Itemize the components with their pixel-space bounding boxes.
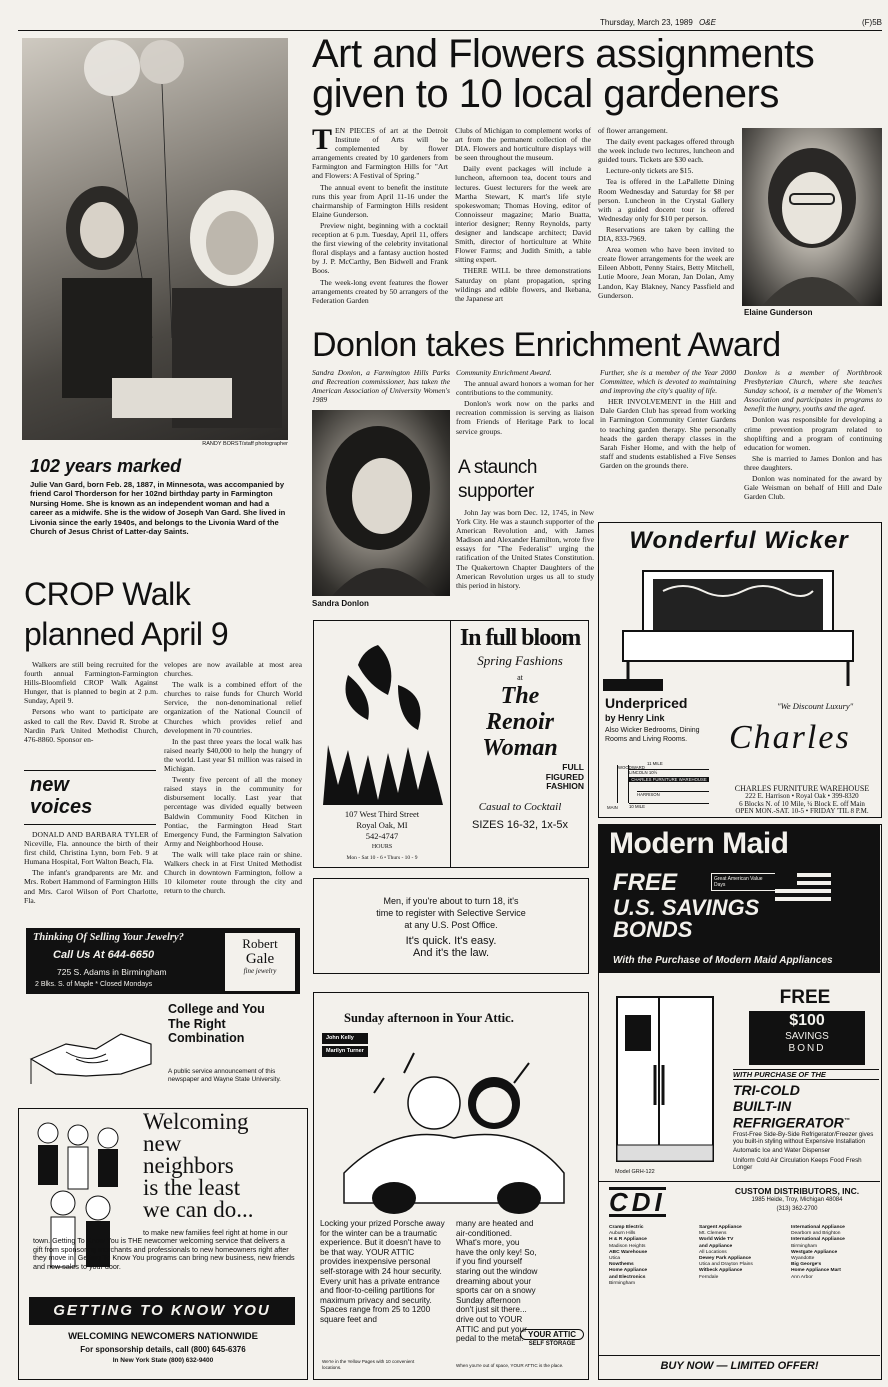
renoir-fff: FULL FIGURED FASHION: [545, 762, 584, 791]
main-headline-line1: Art and Flowers assignments: [312, 32, 815, 76]
donlon-col2: Community Enrichment Award. The annual award honors a woman for her contributions to the community. Donlon's work now on the parks and recreation commission is serving as liaison from Friends of Heritage Park to local service groups.: [456, 368, 594, 436]
rg-call: Call Us At 644-6650: [53, 949, 155, 961]
photo-credit: RANDY BORST/staff photographer: [202, 441, 288, 447]
mm-tri: TRI-COLD BUILT-IN REFRIGERATOR™: [733, 1082, 850, 1131]
selective-service-psa: Men, if you're about to turn 18, it's time to register with Selective Service at any U.S. Post Office. It's quick. It's easy. And it's the law.: [313, 878, 589, 974]
main-story-col2: Clubs of Michigan to complement works of art from the permanent collection of the DIA. Flowers and horticulture displays will be seen throughout the museum. Daily event packages will include a luncheon, afternoon tea, docent tours and lectures. Guest lecturers for the week are Martha Stewart, K mart's life style spokeswoman; Thomas Hoving, editor of Connoisseur magazine; Mario Buatta, interior designer; Renny Reynolds, party designer and landscape architect; David Smith, director of horticulture at White Flower Farms; and Judith Smith, a table sitting expert. THERE WILL be three demonstrations Saturday on plant propagation, spring wildings and edible flowers, and Ikebana, the Japanese art: [455, 126, 591, 303]
donlon-col3: Further, she is a member of the Year 2000 Committee, which is devoted to maintaining and improving the city's quality of life. HER INVOLVEMENT in the Hill and Dale Garden Club has spread from working in Farmington Community Center Gardens to teaching garden therapy. She personally heads the garden therapy classes in the Sarah Fisher Home, and with the help of staff and students established a Five Senses Garden on the grounds there.: [600, 368, 736, 470]
attic-headline: Sunday afternoon in Your Attic.: [344, 1011, 514, 1025]
staunch-headline: A staunch supporter: [458, 457, 537, 502]
renoir-divider: [450, 621, 451, 867]
attic-footer-right: When you're out of space, YOUR ATTIC is the place.: [456, 1363, 564, 1368]
page-header: [600, 18, 882, 27]
crop-headline: CROP Walk planned April 9: [24, 576, 229, 652]
main-story-col3: of flower arrangement. The daily event packages offered through the week include two lectures, luncheon and guided tours. Tickets are $30 each. Lecture-only tickets are $15. Tea is offered in the LaPallette Dining Room Wednesday and Saturday for $8 per person. Luncheon in the Crystal Gallery with a guided docent tour is offered Wednesday only for $10 per person. Reservations are taken by calling the DIA, 833-7969. Area women who have been invited to create flower arrangements for the week are Eileen Abbott, Penny Stairs, Betty Mitchell, Lutie Moore, Jean Moran, Jan Dolan, Amy Landon, Kay Blakney, Nancy Passfield and Gunderson.: [598, 126, 734, 300]
wicker-ad: [598, 522, 882, 818]
welcoming-sponsor: For sponsorship details, call (800) 645-6376: [80, 1345, 246, 1354]
wicker-map: 11 MILE LINCOLN 10½ CHARLES FURNITURE WAREHOUSE HARRISON 10 MILE WOODWARD MAIN: [607, 761, 719, 813]
mm-divider: [599, 1181, 880, 1182]
header-rule: [18, 30, 882, 31]
modern-maid-ad: [598, 824, 882, 1380]
rg-hours: 2 Blks. S. of Maple * Closed Mondays: [35, 981, 153, 988]
gunderson-photo: [742, 128, 882, 306]
welcoming-body: to make new families feel right at home in our town. Getting To Know You is THE newcomer welcoming service that delivers a gift from sponsoring merchants and professionals to new homeowners right after they move in. Getting To Know You programs can bring new business, new friends and new sales to your door.: [33, 1228, 295, 1271]
mm-features: Frost-Free Side-By-Side Refrigerator/Freezer gives you built-in styling without Expensive Installation Automatic Ice and Water Dispenser Uniform Cold Air Circulation Keeps Food Fresh Longer: [733, 1131, 874, 1171]
balloons-icon: [22, 38, 288, 440]
college-psa: A public service announcement of this newspaper and Wayne State University.: [168, 1068, 281, 1083]
mm-buy-now: BUY NOW — LIMITED OFFER!: [599, 1355, 880, 1372]
handshake-icon: [26, 1004, 156, 1094]
renoir-sizes: SIZES 16-32, 1x-5x: [472, 819, 568, 831]
donlon-col4: Donlon is a member of Northbrook Presbyterian Church, where she teaches Sunday school, is a member of the Women's Association and participates in programs to benefit the hungry, youths and the aged. Donlon was responsible for developing a crime prevention program related to shoplifting and a program of continuing education for women. She is married to James Donlon and has three daughters. Donlon was nominated for the award by Gale Weisman on behalf of Hill and Dale Garden Club.: [744, 368, 882, 502]
dropcap: T: [312, 123, 333, 156]
donlon-col1: Sandra Donlon, a Farmington Hills Parks and Recreation commissioner, has taken the American Association of University Women's 1989: [312, 368, 450, 405]
attic-footer-left: We're in the Yellow Pages with 10 convenient locations.: [322, 1359, 415, 1370]
wicker-by: by Henry Link: [605, 713, 665, 723]
renoir-ad: [313, 620, 589, 868]
staunch-body: John Jay was born Dec. 12, 1745, in New York City. He was a staunch supporter of the American Revolution and, with James Madison and Alexander Hamilton, wrote five essays for "The Federalist" urging the ratification of the United States Constitution. The Quakertown Chapter Daughters of the American Revolution urges us all to study this period in history.: [456, 508, 594, 590]
mm-dealers-col2: Sargent Appliance Mt. Clemens World Wide TV and Appliance All Locations Dewey Park Appliance Utica and Drayton Plains Witbeck Appliance Ferndale: [699, 1225, 753, 1280]
robert-gale-ad: [26, 928, 300, 994]
portrait-icon: [742, 128, 882, 306]
header-section: O&E: [699, 18, 716, 27]
wicker-title: Wonderful Wicker: [629, 527, 849, 554]
birthday-photo: [22, 38, 288, 440]
attic-names: John Kelly Marilyn Turner: [322, 1033, 368, 1057]
crop-col1: Walkers are still being recruited for the fourth annual Farmington-Farmington Hills-Bloomfield CROP Walk Against Hunger, that is planned to begin at 2 p.m. Sunday, April 9. Persons who want to participate are asked to call the Rev. David R. Strobe at Nardin Park United Methodist Church, 476-8860. Sponsor en-: [24, 660, 158, 744]
birthday-caption: Julie Van Gard, born Feb. 28, 1887, in Minnesota, was accompanied by friend Carol Thorderson for her 102nd birthday party in Farmington Nursing Home. She is known as an independent woman and had a career as a midwife. She is the widow of Joseph Van Gard. She lived in Livonia since the early 1940s, and belongs to the Livonia Ward of the Church of Jesus Christ of Latter-day Saints.: [30, 480, 286, 537]
gunderson-caption: Elaine Gunderson: [744, 308, 813, 317]
rg-logo: Robert Gale fine jewelry: [225, 933, 295, 991]
wicker-signature: Charles: [729, 719, 851, 756]
wicker-sofa-icon: [603, 561, 879, 691]
donlon-caption: Sandra Donlon: [312, 599, 369, 608]
donlon-photo: [312, 410, 450, 596]
main-story-col1: TEN PIECES of art at the Detroit Institute of Arts will be complemented by flower arrangements created by 10 gardeners from Farmington and Farmington Hills for "Art and Flowers: A Festival of Spring." The annual event to benefit the institute runs this year from April 11-16 under the chairmanship of Farmington Hills resident Elaine Gunderson. Preview night, beginning with a cocktail reception at 6 p.m. Tuesday, April 11, offers the first viewing of the celebrity invitational floral displays and a fantasy auction hosted by J. P. McCarthy, Ben Bidwell and Frank Boos. The week-long event features the flower arrangements created by 50 arrangers of the Federation Garden: [312, 123, 448, 305]
main-headline-line2: given to 10 local gardeners: [312, 72, 779, 116]
new-voices-title: new voices: [30, 774, 93, 818]
welcoming-nys: In New York State (800) 632-9400: [112, 1357, 214, 1364]
mm-bonds: U.S. SAVINGS BONDS: [613, 895, 760, 942]
renoir-casual: Casual to Cocktail: [478, 801, 562, 813]
header-date: Thursday, March 23, 1989: [600, 18, 693, 27]
college-ad: [26, 1000, 300, 1100]
welcoming-headline: Welcoming new neighbors is the least we can do...: [143, 1109, 254, 1222]
your-attic-ad: [313, 992, 589, 1380]
attic-col1: Locking your prized Porsche away for the winter can be a traumatic experience. But it doesn't have to be that way. YOUR ATTIC provides inexpensive personal self-storage with 24 hour security. Every unit has a private entrance and floor-to-ceiling partitions for maximum privacy and security. Spaces range from 25 to 1200 square feet and: [320, 1219, 445, 1324]
flowers-icon: [318, 625, 448, 815]
rg-tagline: Thinking Of Selling Your Jewelry?: [33, 932, 184, 943]
renoir-subtitle: Spring Fashions: [477, 653, 563, 668]
refrigerator-icon: [615, 995, 715, 1165]
mm-free2: FREE: [779, 987, 831, 1008]
attic-logo: YOUR ATTIC SELF STORAGE: [520, 1329, 584, 1349]
welcoming-ad: [18, 1108, 308, 1380]
donlon-headline: Donlon takes Enrichment Award: [312, 326, 781, 364]
wicker-store: CHARLES FURNITURE WAREHOUSE 222 E. Harrison • Royal Oak • 399-8320 6 Blocks N. of 10 Mile, ¼ Block E. off Main OPEN MON.-SAT. 10-5 • FRIDAY 'TIL 8 P.M.: [734, 784, 870, 816]
new-voices-rule: [24, 770, 156, 771]
renoir-title: In full bloom: [459, 625, 581, 651]
getting-to-know-you-banner: GETTING TO KNOW YOU: [29, 1297, 295, 1325]
mm-badge: Great American Value Days: [711, 873, 777, 891]
wicker-also: Also Wicker Bedrooms, Dining Rooms and Living Rooms.: [605, 727, 700, 743]
mm-bond-box: $100 SAVINGS BOND: [749, 1011, 865, 1065]
college-title: College and You The Right Combination: [168, 1002, 265, 1045]
renoir-at: at: [517, 673, 523, 682]
new-voices-body: DONALD AND BARBARA TYLER of Niceville, Fla. announce the birth of their first child, Christina Lynn, born Feb. 9 at Humana Hospital, Fort Walton Beach, Fla. The infant's grandparents are Mr. and Mrs. Robert Hammond of Farmington Hills and Mrs. Carol Wilson of Port Charlotte, Fla.: [24, 830, 158, 905]
mm-dealers-col1: Cramp Electric Auburn Hills H & R Appliance Madison Heights ABC Warehouse Utica Nowthems Home Appliance and Electronics Birmingham: [609, 1225, 648, 1286]
wicker-underpriced: Underpriced: [605, 695, 688, 711]
mm-brand: Modern Maid: [609, 827, 789, 860]
mm-dealers-col3: International Appliance Dearborn and Brighton International Appliance Birmingham Westgate Appliance Wyandotte Big George's Home Appliance Mart Ann Arbor: [791, 1225, 845, 1280]
renoir-name: The Renoir Woman: [482, 683, 558, 761]
mm-purchase: WITH PURCHASE OF THE: [733, 1069, 879, 1080]
renoir-address: 107 West Third Street Royal Oak, MI 542-4747 HOURS Mon - Sat 10 - 6 • Thurs - 10 - 9: [344, 809, 420, 861]
flag-icon: [775, 873, 835, 903]
mm-free: FREE: [613, 869, 678, 896]
mm-model: Model GRH-122: [615, 1169, 655, 1175]
car-illustration-icon: [314, 1043, 590, 1223]
rg-address: 725 S. Adams in Birmingham: [57, 967, 167, 977]
main-headline: [312, 34, 882, 114]
wicker-discount: "We Discount Luxury": [777, 701, 854, 711]
mm-with: With the Purchase of Modern Maid Appliances: [613, 955, 833, 966]
mm-distributor: CUSTOM DISTRIBUTORS, INC. 1985 Heide, Troy, Michigan 48084 (313) 362-2700: [734, 1186, 860, 1212]
mm-banner: [599, 825, 880, 973]
new-voices-rule2: [24, 824, 156, 825]
attic-col2: many are heated and air-conditioned. What's more, you have the only key! So, if you find yourself staring out the window dreaming about your sports car on a snowy Sunday afternoon don't just sit there... drive out to YOUR ATTIC and put your pedal to the metal.: [456, 1219, 538, 1344]
header-page: (F)5B: [862, 18, 882, 27]
birthday-headline: 102 years marked: [30, 456, 182, 476]
mm-cdi-logo: CDI: [609, 1187, 666, 1217]
welcoming-nationwide: WELCOMING NEWCOMERS NATIONWIDE: [68, 1331, 258, 1342]
portrait-icon: [312, 410, 450, 596]
crop-col2: velopes are now available at most area churches. The walk is a combined effort of the churches to raise funds for Church World Service, the non-denominational relief organization of the National Council of Churches which provides relief and development in 70 countries. In the past three years the local walk has raised nearly $40,000 to help the hungry of the world. Last year $1 million was raised in Michigan. Twenty five percent of all the money raised stays in the community for disbursement locally. Last year that percentage was divided equally between Baldwin Community Food Kitchen in Pontiac, the Farmington Head Start Emergency Fund, the Farmington Salvation Army and Neighborhood House. The walk will take place rain or shine. Walkers check in at First United Methodist Church in downtown Farmington, follow a 10 kilometer route through the city and return to the church.: [164, 660, 302, 896]
